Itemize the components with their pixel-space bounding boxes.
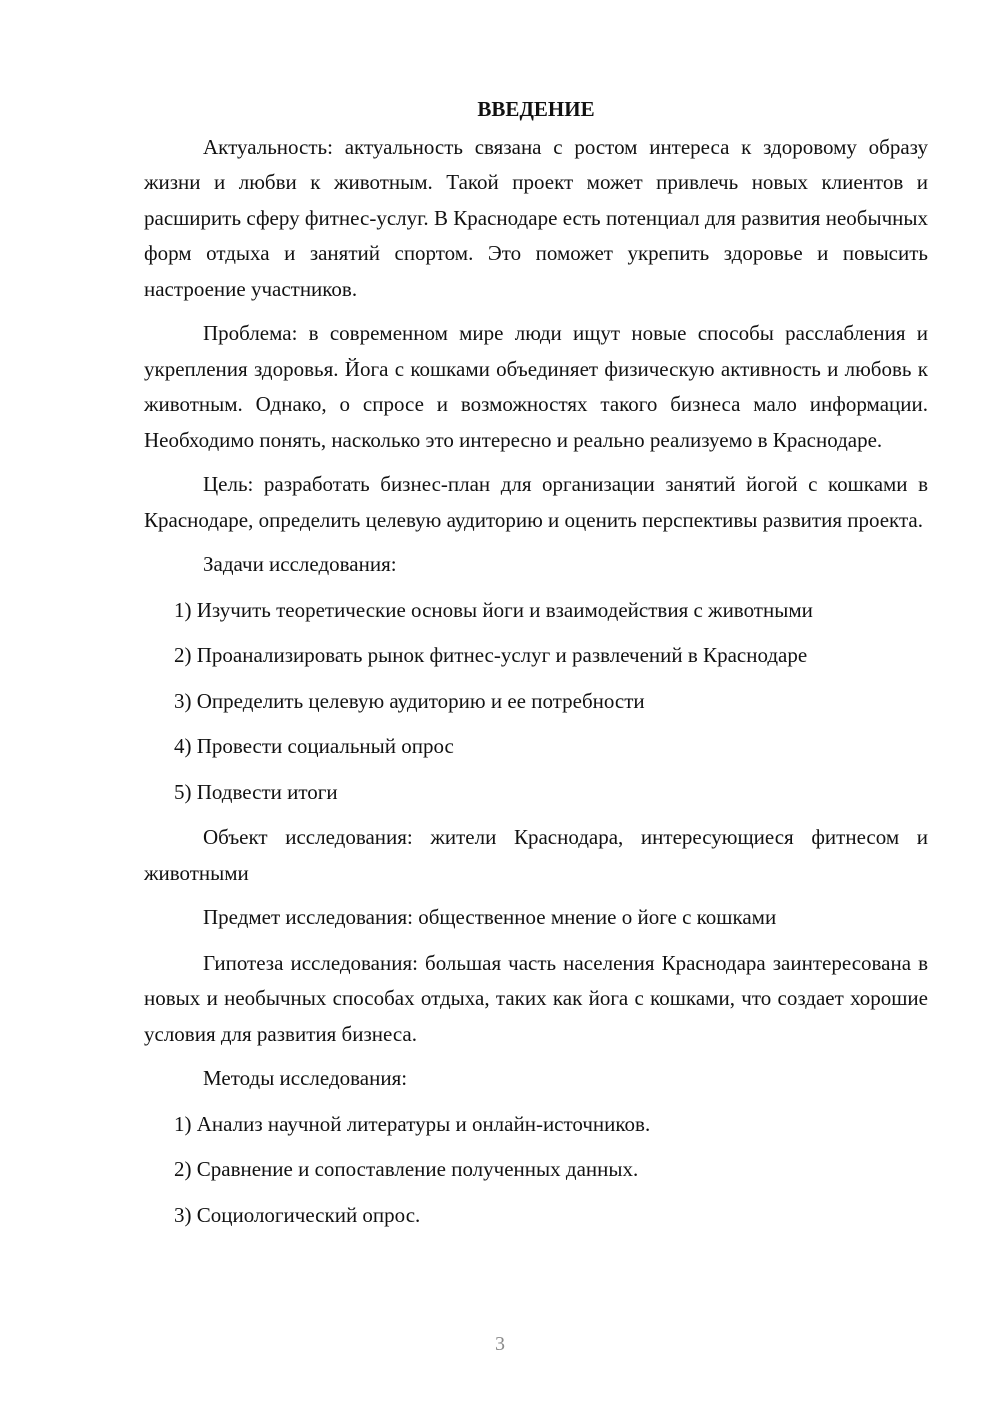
hypothesis-paragraph: Гипотеза исследования: большая часть населения Краснодара заинтересована в новых и необычных способах отдыха, таких как йога с кошками, что создает хорошие условия для развития бизнеса. [144,950,928,1046]
subject-paragraph: Предмет исследования: общественное мнение о йоге с кошками [203,905,777,929]
object-paragraph: Объект исследования: жители Краснодара, интересующиеся фитнесом и животными [144,825,928,885]
list-item: 1) Изучить теоретические основы йоги и взаимодействия с животными [174,597,813,622]
list-item: 4) Провести социальный опрос [174,734,454,758]
goal-paragraph: Цель: разработать бизнес-план для организации занятий йогой с кошками в Краснодаре, определить целевую аудиторию и оценить перспективы развития проекта. [144,472,928,532]
list-item: 2) Сравнение и сопоставление полученных данных. [174,1157,639,1181]
methods-list [144,1107,928,1234]
list-item: 5) Подвести итоги [174,779,338,804]
tasks-heading: Задачи исследования: [203,552,397,576]
page-number: 3 [495,1333,505,1355]
page-title: ВВЕДЕНИЕ [477,97,595,121]
list-item: 3) Определить целевую аудиторию и ее потребности [174,688,645,713]
problem-paragraph: Проблема: в современном мире люди ищут новые способы расслабления и укрепления здоровья. Йога с кошками объединяет физическую активность и любовь к животным. Однако, о спросе и возможностях такого бизнеса мало информации. Необходимо понять, насколько это интересно и реально реализуемо в Краснодаре. [144,321,928,452]
list-item: 1) Анализ научной литературы и онлайн-источников. [174,1111,651,1136]
page-content [144,92,928,1243]
tasks-list [144,593,928,811]
relevance-paragraph: Актуальность: актуальность связана с ростом интереса к здоровому образу жизни и любви к животным. Такой проект может привлечь новых клиентов и расширить сферу фитнес-услуг. В Краснодаре есть потенциал для развития необычных форм отдыха и занятий спортом. Это поможет укрепить здоровье и повысить настроение участников. [144,134,928,301]
list-item: 3) Социологический опрос. [174,1202,421,1227]
list-item: 2) Проанализировать рынок фитнес-услуг и развлечений в Краснодаре [174,643,808,667]
methods-heading: Методы исследования: [203,1066,408,1090]
